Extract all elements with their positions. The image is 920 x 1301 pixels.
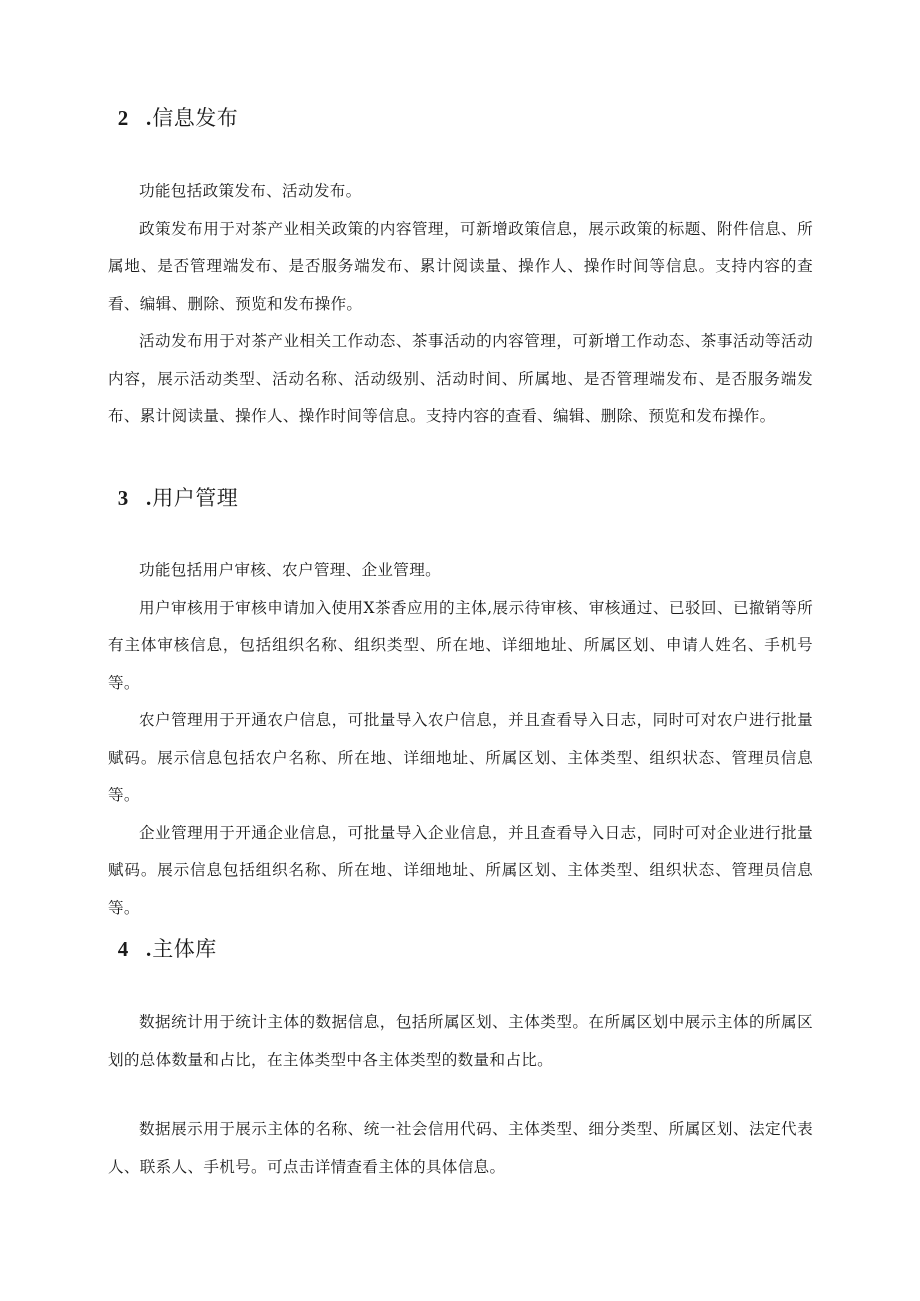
paragraph: 政策发布用于对茶产业相关政策的内容管理，可新增政策信息，展示政策的标题、附件信息、所属地、是否管理端发布、是否服务端发布、累计阅读量、操作人、操作时间等信息。支持内容的查看、编辑、删除、预览和发布操作。 [108,219,813,313]
section-title: 用户管理 [152,486,239,510]
section-title: 信息发布 [152,106,239,130]
paragraph: 农户管理用于开通农户信息，可批量导入农户信息，并且查看导入日志，同时可对农户进行批量赋码。展示信息包括农户名称、所在地、详细地址、所属区划、主体类型、组织状态、管理员信息等。 [108,711,813,804]
section-user-management [108,484,813,927]
section-number: 3 [117,486,129,510]
paragraph: 活动发布用于对茶产业相关工作动态、茶事活动的内容管理，可新增工作动态、茶事活动等活动内容，展示活动类型、活动名称、活动级别、活动时间、所属地、是否管理端发布、是否服务端发布、累计阅读量、操作人、操作时间等信息。支持内容的查看、编辑、删除、预览和发布操作。 [108,332,813,425]
paragraph: 数据展示用于展示主体的名称、统一社会信用代码、主体类型、细分类型、所属区划、法定代表人、联系人、手机号。可点击详情查看主体的具体信息。 [108,1120,813,1176]
section-number-dot: . [146,937,152,961]
paragraph: 功能包括政策发布、活动发布。 [139,182,362,200]
paragraph: 企业管理用于开通企业信息，可批量导入企业信息，并且查看导入日志，同时可对企业进行批量赋码。展示信息包括组织名称、所在地、详细地址、所属区划、主体类型、组织状态、管理员信息等。 [108,823,813,917]
paragraph: 数据统计用于统计主体的数据信息，包括所属区划、主体类型。在所属区划中展示主体的所属区划的总体数量和占比，在主体类型中各主体类型的数量和占比。 [108,1013,813,1069]
section-title: 主体库 [152,937,217,961]
section-number-dot: . [146,106,152,130]
section-number: 4 [117,937,129,961]
section-heading [108,935,813,963]
section-entity-library [108,935,813,1186]
section-heading [108,104,813,132]
paragraph: 功能包括用户审核、农户管理、企业管理。 [139,561,441,579]
section-info-publish [108,104,813,436]
paragraph: 用户审核用于审核申请加入使用X茶香应用的主体,展示待审核、审核通过、已驳回、已撤销等所有主体审核信息，包括组织名称、组织类型、所在地、详细地址、所属区划、申请人姓名、手机号等。 [108,598,813,692]
section-number: 2 [117,106,129,130]
section-heading [108,484,813,512]
section-number-dot: . [146,486,152,510]
